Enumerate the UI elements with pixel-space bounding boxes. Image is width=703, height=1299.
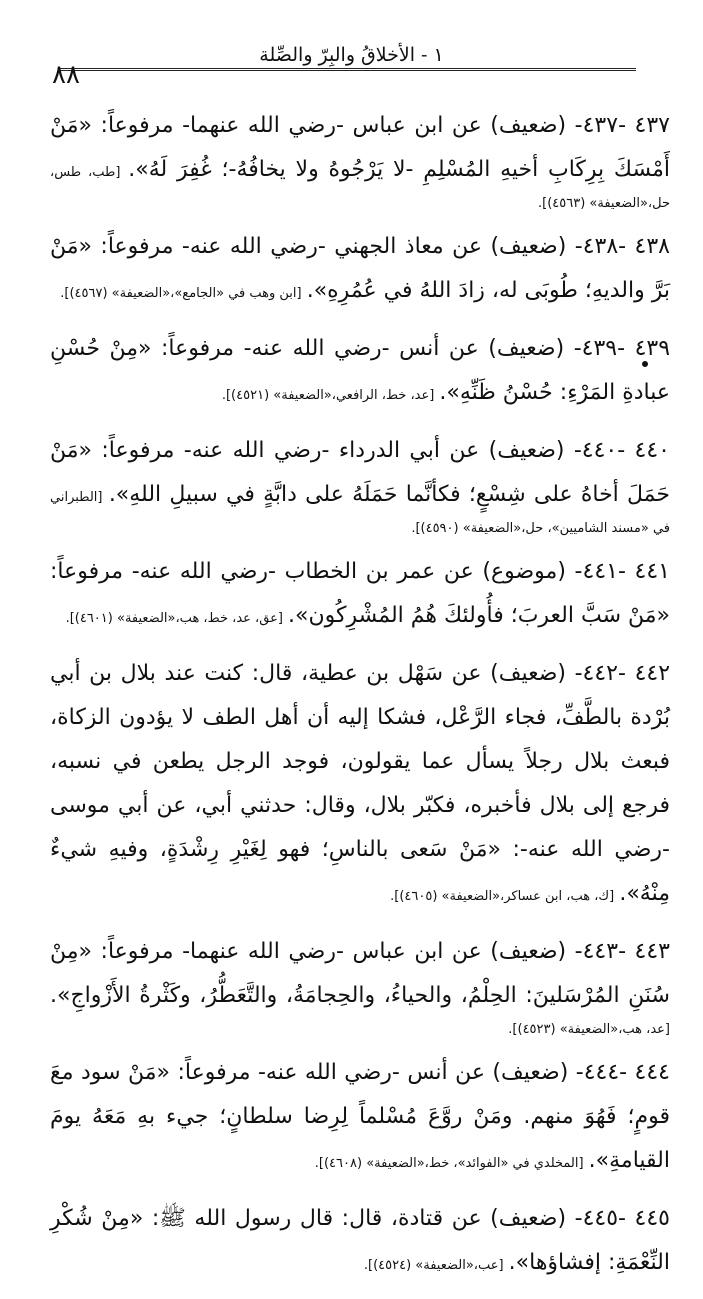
hadith-source: [ك، هب، ابن عساكر،«الضعيفة» (٤٦٠٥)]. [390, 889, 615, 904]
header-rule [60, 68, 636, 74]
hadith-text: ٤٤٠ -٤٤٠- (ضعيف) عن أبي الدرداء -رضي الله عنه- مرفوعاً: «مَنْ حَمَلَ أخاهُ على شِسْعٍ؛ فكأنَّما حَمَلَهُ على دابَّةٍ في سبيلِ اللهِ». [50, 438, 670, 507]
hadith-text: ٤٤٥ -٤٤٥- (ضعيف) عن قتادة، قال: قال رسول الله ﷺ: «مِنْ شُكْرِ النِّعْمَةِ: إفشاؤها». [50, 1206, 670, 1275]
hadith-source: [المخلدي في «الفوائد»، خط،«الضعيفة» (٤٦٠٨)]. [314, 1156, 584, 1171]
hadith-text: ٤٤٣ -٤٤٣- (ضعيف) عن ابن عباس -رضي الله عنهما- مرفوعاً: «مِنْ سُنَنِ المُرْسَلينَ: الحِلْمُ، والحياءُ، والحِجامَةُ، والتَّعَطُّرُ، وكَثْرةُ الأَزْواجِ». [50, 939, 670, 1008]
hadith-entry-443 [50, 930, 670, 1037]
hadith-text: ٤٤٢ -٤٤٢- (ضعيف) عن سَهْل بن عطية، قال: كنت عند بلال بن أبي بُرْدة بالطَّفِّ، فجاء الرَّعْل، فشكا إليه أن أهل الطف لا يؤدون الزكاة، فبعث بلال رجلاً يسأل عما يقولون، فوجد الرجل يطعن في نسبه، فرجع إلى بلال فأخبره، فكبّر بلال، وقال: حدثني أبي، عن أبي موسى -رضي الله عنه-: «مَنْ سَعى بالناسِ؛ فهو لِغَيْرِ رِشْدَةٍ، وفيهِ شيءٌ مِنْهُ». [50, 661, 671, 906]
running-title: ١ - الأخلاقُ والبِرّ والصِّلة [259, 44, 444, 66]
hadith-entry-441 [50, 550, 670, 638]
hadith-source: [ابن وهب في «الجامع»،«الضعيفة» (٤٥٦٧)]. [60, 286, 302, 301]
hadith-source: [عد، هب،«الضعيفة» (٤٥٢٣)]. [508, 1022, 670, 1037]
hadith-entry-444 [50, 1051, 670, 1183]
hadith-source: [الطبراني في «مسند الشاميين»، حل،«الضعيفة» (٤٥٩٠)]. [50, 490, 670, 536]
hadith-entry-442 [50, 652, 670, 916]
hadith-list [50, 104, 670, 1299]
hadith-source: [عب،«الضعيفة» (٤٥٢٤)]. [363, 1258, 504, 1273]
hadith-text: ٤٣٧ -٤٣٧- (ضعيف) عن ابن عباس -رضي الله عنهما- مرفوعاً: «مَنْ أَمْسَكَ بِرِكَابِ أخيهِ المُسْلِمِ -لا يَرْجُوهُ ولا يخافُهُ-؛ غُفِرَ لَهُ». [50, 113, 670, 182]
hadith-entry-440 [50, 429, 670, 536]
hadith-text: ٤٤١ -٤٤١- (موضوع) عن عمر بن الخطاب -رضي الله عنه- مرفوعاً: «مَنْ سَبَّ العربَ؛ فأُولئكَ هُمُ المُشْرِكُون». [50, 559, 670, 628]
hadith-entry-439 [50, 327, 670, 415]
page-number: ٨٨ [52, 60, 80, 90]
hadith-source: [عد، خط، الرافعي،«الضعيفة» (٤٥٢١)]. [221, 388, 435, 403]
hadith-text: ٤٣٨ -٤٣٨- (ضعيف) عن معاذ الجهني -رضي الله عنه- مرفوعاً: «مَنْ بَرَّ والديهِ؛ طُوبَى له، زادَ اللهُ في عُمُرِهِ». [50, 234, 670, 303]
hadith-text: ٤٣٩ -٤٣٩- (ضعيف) عن أنس -رضي الله عنه- مرفوعاً: «مِنْ حُسْنِ عبادةِ المَرْءِ: حُسْنُ ظَنِّهِ». [50, 336, 671, 405]
hadith-entry-438 [50, 225, 670, 313]
hadith-entry-437 [50, 104, 670, 211]
hadith-entry-445 [50, 1197, 670, 1285]
hadith-source: [طب، طس، حل،«الضعيفة» (٤٥٦٣)]. [50, 165, 670, 211]
hadith-text: ٤٤٤ -٤٤٤- (ضعيف) عن أنس -رضي الله عنه- مرفوعاً: «مَنْ سود معَ قومٍ؛ فَهُوَ منهم. ومَنْ روَّعَ مُسْلماً لِرِضا سلطانٍ؛ جيء بهِ مَعَهُ يومَ القيامةِ». [50, 1060, 670, 1173]
hadith-source: [عق، عد، خط، هب،«الضعيفة» (٤٦٠١)]. [65, 611, 283, 626]
